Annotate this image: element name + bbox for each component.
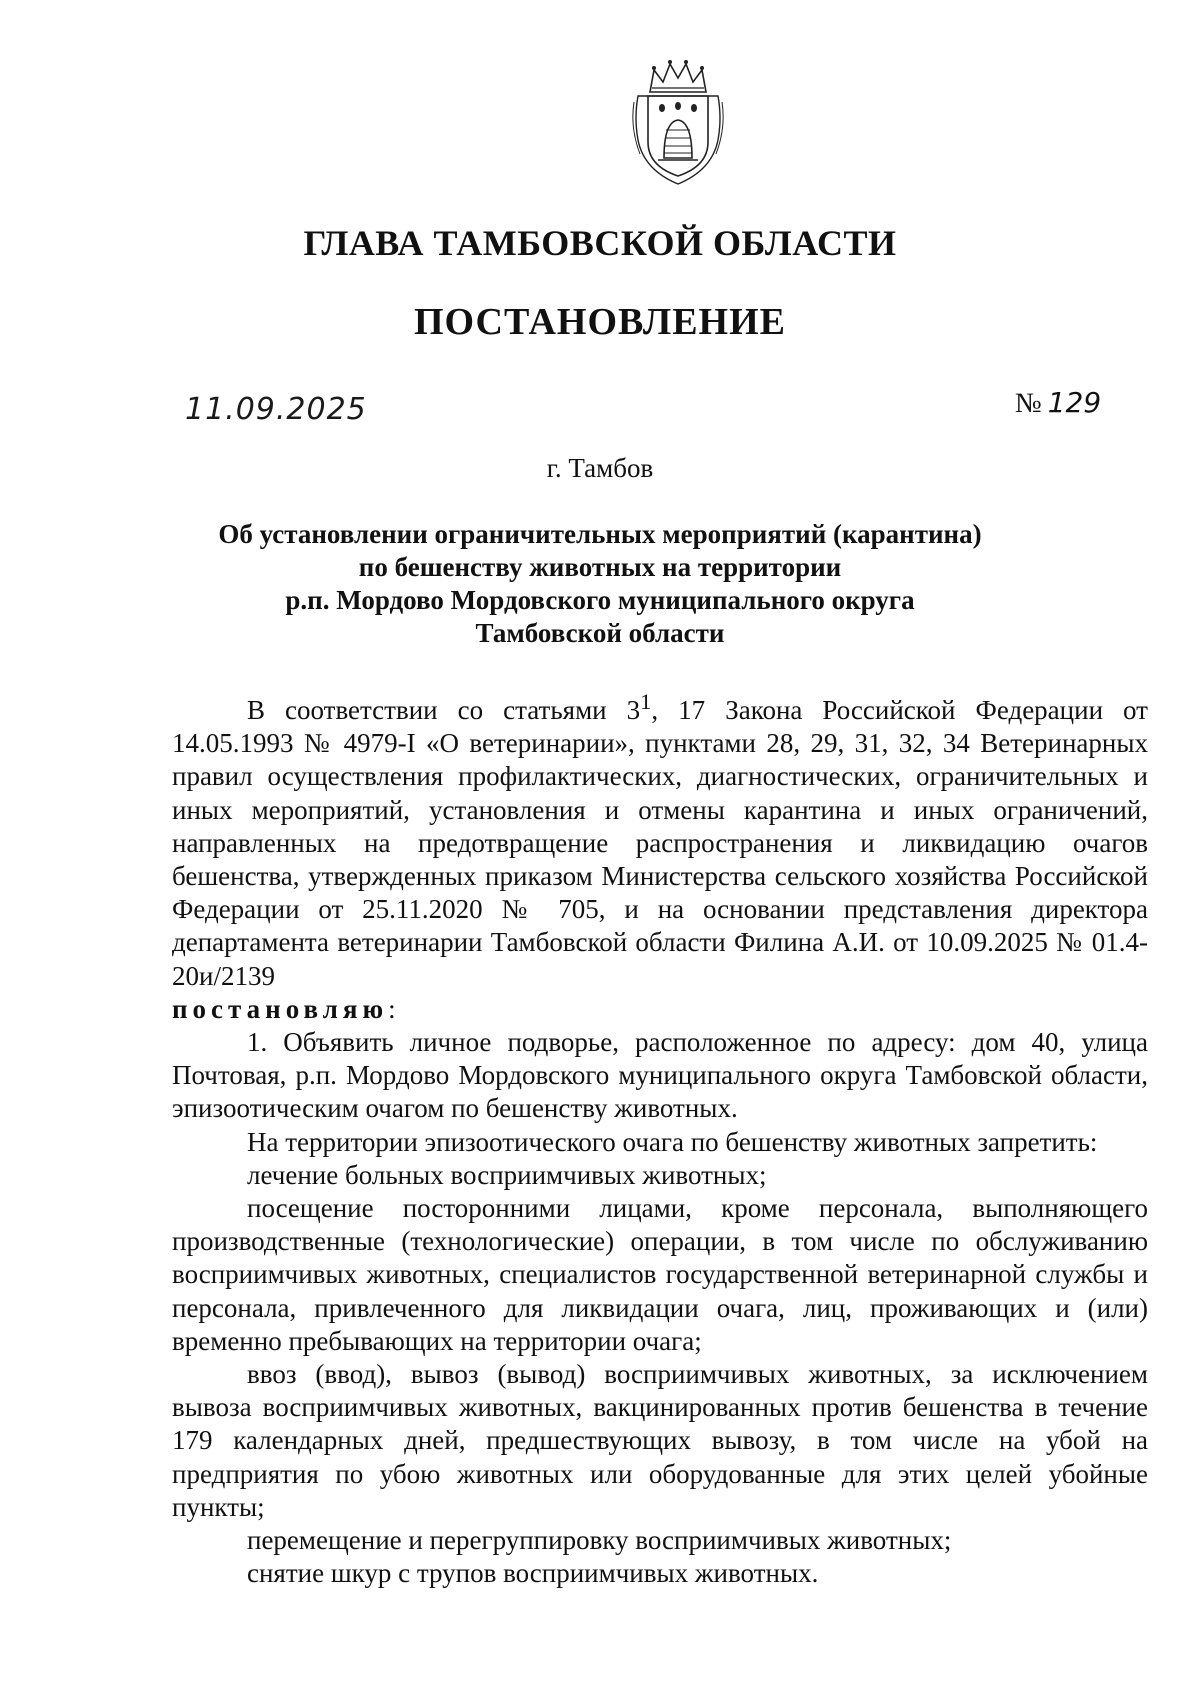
article-superscript: 1 [640,689,652,714]
document-body [172,685,1148,1590]
title-line: Об установлении ограничительных мероприятий (карантина) [218,519,982,549]
org-title: ГЛАВА ТАМБОВСКОЙ ОБЛАСТИ [303,223,897,263]
coat-of-arms-icon [630,58,726,188]
decree-colon: : [388,993,396,1024]
preamble-paragraph [172,685,1148,993]
handwritten-date: 11.09.2025 [185,392,367,427]
body-paragraph: 1. Объявить личное подворье, расположенное по адресу: дом 40, улица Почтовая, р.п. Мордово Мордовского муниципального округа Тамбовской области, эпизоотическим очагом по бешенству животных. [172,1027,1148,1124]
body-paragraph: лечение больных восприимчивых животных; [247,1159,767,1190]
body-paragraph: перемещение и перегруппировку восприимчивых животных; [247,1525,952,1556]
preamble-text-start: В соответствии со статьями 3 [247,695,641,725]
document-number [1015,386,1101,420]
title-line: р.п. Мордово Мордовского муниципального округа [285,585,915,615]
body-paragraph: На территории эпизоотического очага по бешенству животных запретить: [247,1126,1098,1157]
preamble-text-rest: , 17 Закона Российской Федерации от 14.05.1993 № 4979-I «О ветеринарии», пунктами 28, 29, 31, 32, 34 Ветеринарных правил осуществления профилактических, диагностических, ограничительных и иных мероприятий, установления и отмены карантина и иных ограничений, направленных на предотвращение распространения и ликвидацию очагов бешенства, утвержденных приказом Министерства сельского хозяйства Российской Федерации от 25.11.2020 № 705, и на основании представления директора департамента ветеринарии Тамбовской области Филина А.И. от 10.09.2025 № 01.4-20и/2139 [172,695,1148,991]
body-paragraph: снятие шкур с трупов восприимчивых животных. [247,1558,819,1589]
body-paragraph: посещение посторонними лицами, кроме персонала, выполняющего производственные (технологические) операции, в том числе по обслуживанию восприимчивых животных, специалистов государственной ветеринарной службы и персонала, привлеченного для ликвидации очага, лиц, проживающих и (или) временно пребывающих на территории очага; [172,1193,1148,1356]
handwritten-number: 129 [1047,386,1102,419]
title-line: по бешенству животных на территории [358,552,842,582]
body-paragraph: ввоз (ввод), вывоз (вывод) восприимчивых животных, за исключением вывоза восприимчивых животных, вакцинированных против бешенства в течение 179 календарных дней, предшествующих вывозу, в том числе на убой на предприятия по убою животных или оборудованные для этих целей убойные пункты; [172,1359,1148,1522]
doc-type-heading: ПОСТАНОВЛЕНИЕ [413,301,787,343]
decree-line [172,993,1148,1026]
document-title [160,518,1040,650]
city-line: г. Тамбов [546,453,654,483]
decree-word: постановляю [172,993,389,1024]
number-sign: № [1015,388,1042,419]
title-line: Тамбовской области [475,618,725,648]
